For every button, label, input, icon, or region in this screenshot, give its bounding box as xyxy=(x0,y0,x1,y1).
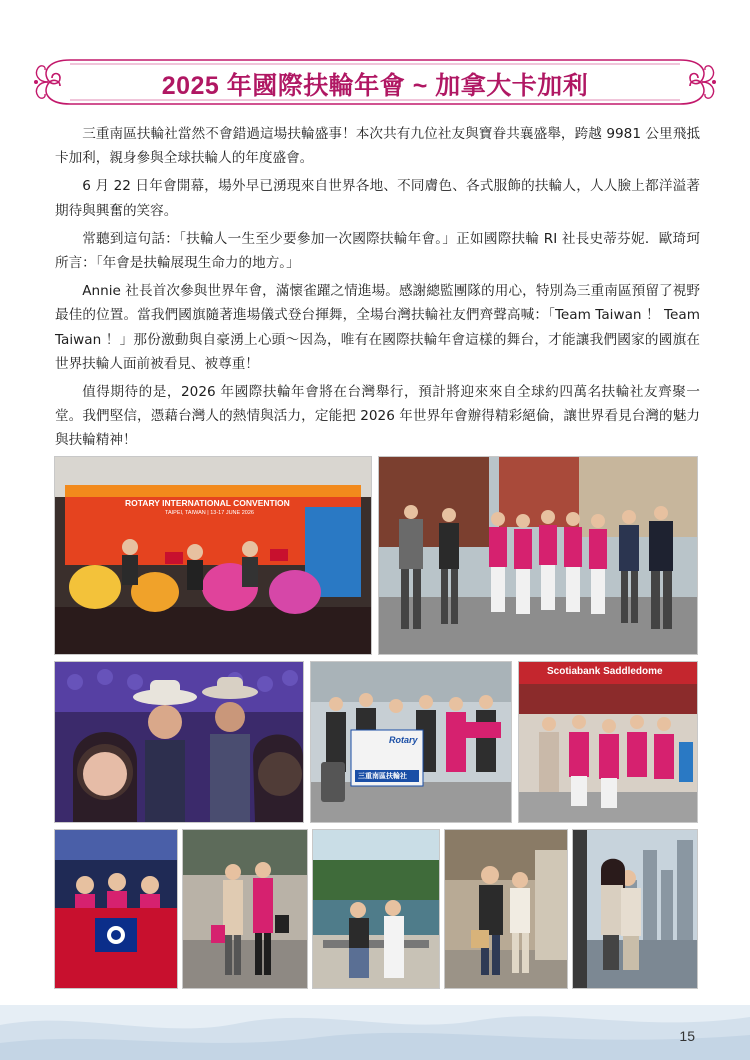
page-title: 2025 年國際扶輪年會 ~ 加拿大卡加利 xyxy=(161,72,589,100)
convention-banner-text: ROTARY INTERNATIONAL CONVENTION xyxy=(125,498,290,508)
photo-street-group xyxy=(378,456,698,655)
page-number: 15 xyxy=(679,1028,695,1044)
photo-convention-stage xyxy=(54,456,372,655)
paragraph: 常聽到這句話：「扶輪人一生至少要參加一次國際扶輪年會。」正如國際扶輪 RI 社長史蒂芬妮．歐琦珂所言：「年會是扶輪展現生命力的地方。」 xyxy=(55,230,700,272)
paragraph: Annie 社長首次參與世界年會，滿懷雀躍之情進場。感謝總監團隊的用心，特別為三重南區預留了視野最佳的位置。當我們國旗隨著進場儀式登台揮舞，全場台灣扶輪社友們齊聲高喊：「Team Taiwan ！ Team Taiwan ！」那份激動與自豪湧上心頭～因為，唯有在國際扶輪年會這樣的舞台，才能讓我們國家的國旗在世界扶輪人面前被看見、被尊重！ xyxy=(55,283,700,372)
photo-walkway-pair xyxy=(182,829,308,989)
title-banner xyxy=(30,52,720,114)
photo-rotary-banner-group xyxy=(310,661,512,823)
photo-tower-glass-floor xyxy=(572,829,698,989)
scotiabank-sign-text: Scotiabank Saddledome xyxy=(547,666,663,677)
photo-saddledome-group xyxy=(518,661,698,823)
photo-shop-couple xyxy=(444,829,568,989)
convention-banner-subtext: TAIPEI, TAIWAN | 13-17 JUNE 2026 xyxy=(165,510,254,516)
photo-cowboy-selfie xyxy=(54,661,304,823)
club-banner-text: 三重南區扶輪社 xyxy=(358,773,407,780)
paragraph: 6 月 22 日年會開幕，場外早已湧現來自世界各地、不同膚色、各式服飾的扶輪人，人人臉上都洋溢著期待與興奮的笑容。 xyxy=(55,178,700,219)
paragraph: 三重南區扶輪社當然不會錯過這場扶輪盛事！本次共有九位社友與寶眷共襄盛舉，跨越 9981 公里飛抵卡加利，親身參與全球扶輪人的年度盛會。 xyxy=(55,126,700,167)
photo-river-bench xyxy=(312,829,440,989)
article-body xyxy=(55,122,700,457)
paragraph: 值得期待的是，2026 年國際扶輪年會將在台灣舉行，預計將迎來來自全球約四萬名扶輪社友齊聚一堂。我們堅信，憑藉台灣人的熱情與活力，定能把 2026 年世界年會辦得精彩絕倫，讓世界看見台灣的魅力與扶輪精神！ xyxy=(55,384,700,449)
footer-decoration xyxy=(0,1005,750,1060)
photo-taiwan-flag xyxy=(54,829,178,989)
rotary-banner-text: Rotary xyxy=(389,735,418,745)
